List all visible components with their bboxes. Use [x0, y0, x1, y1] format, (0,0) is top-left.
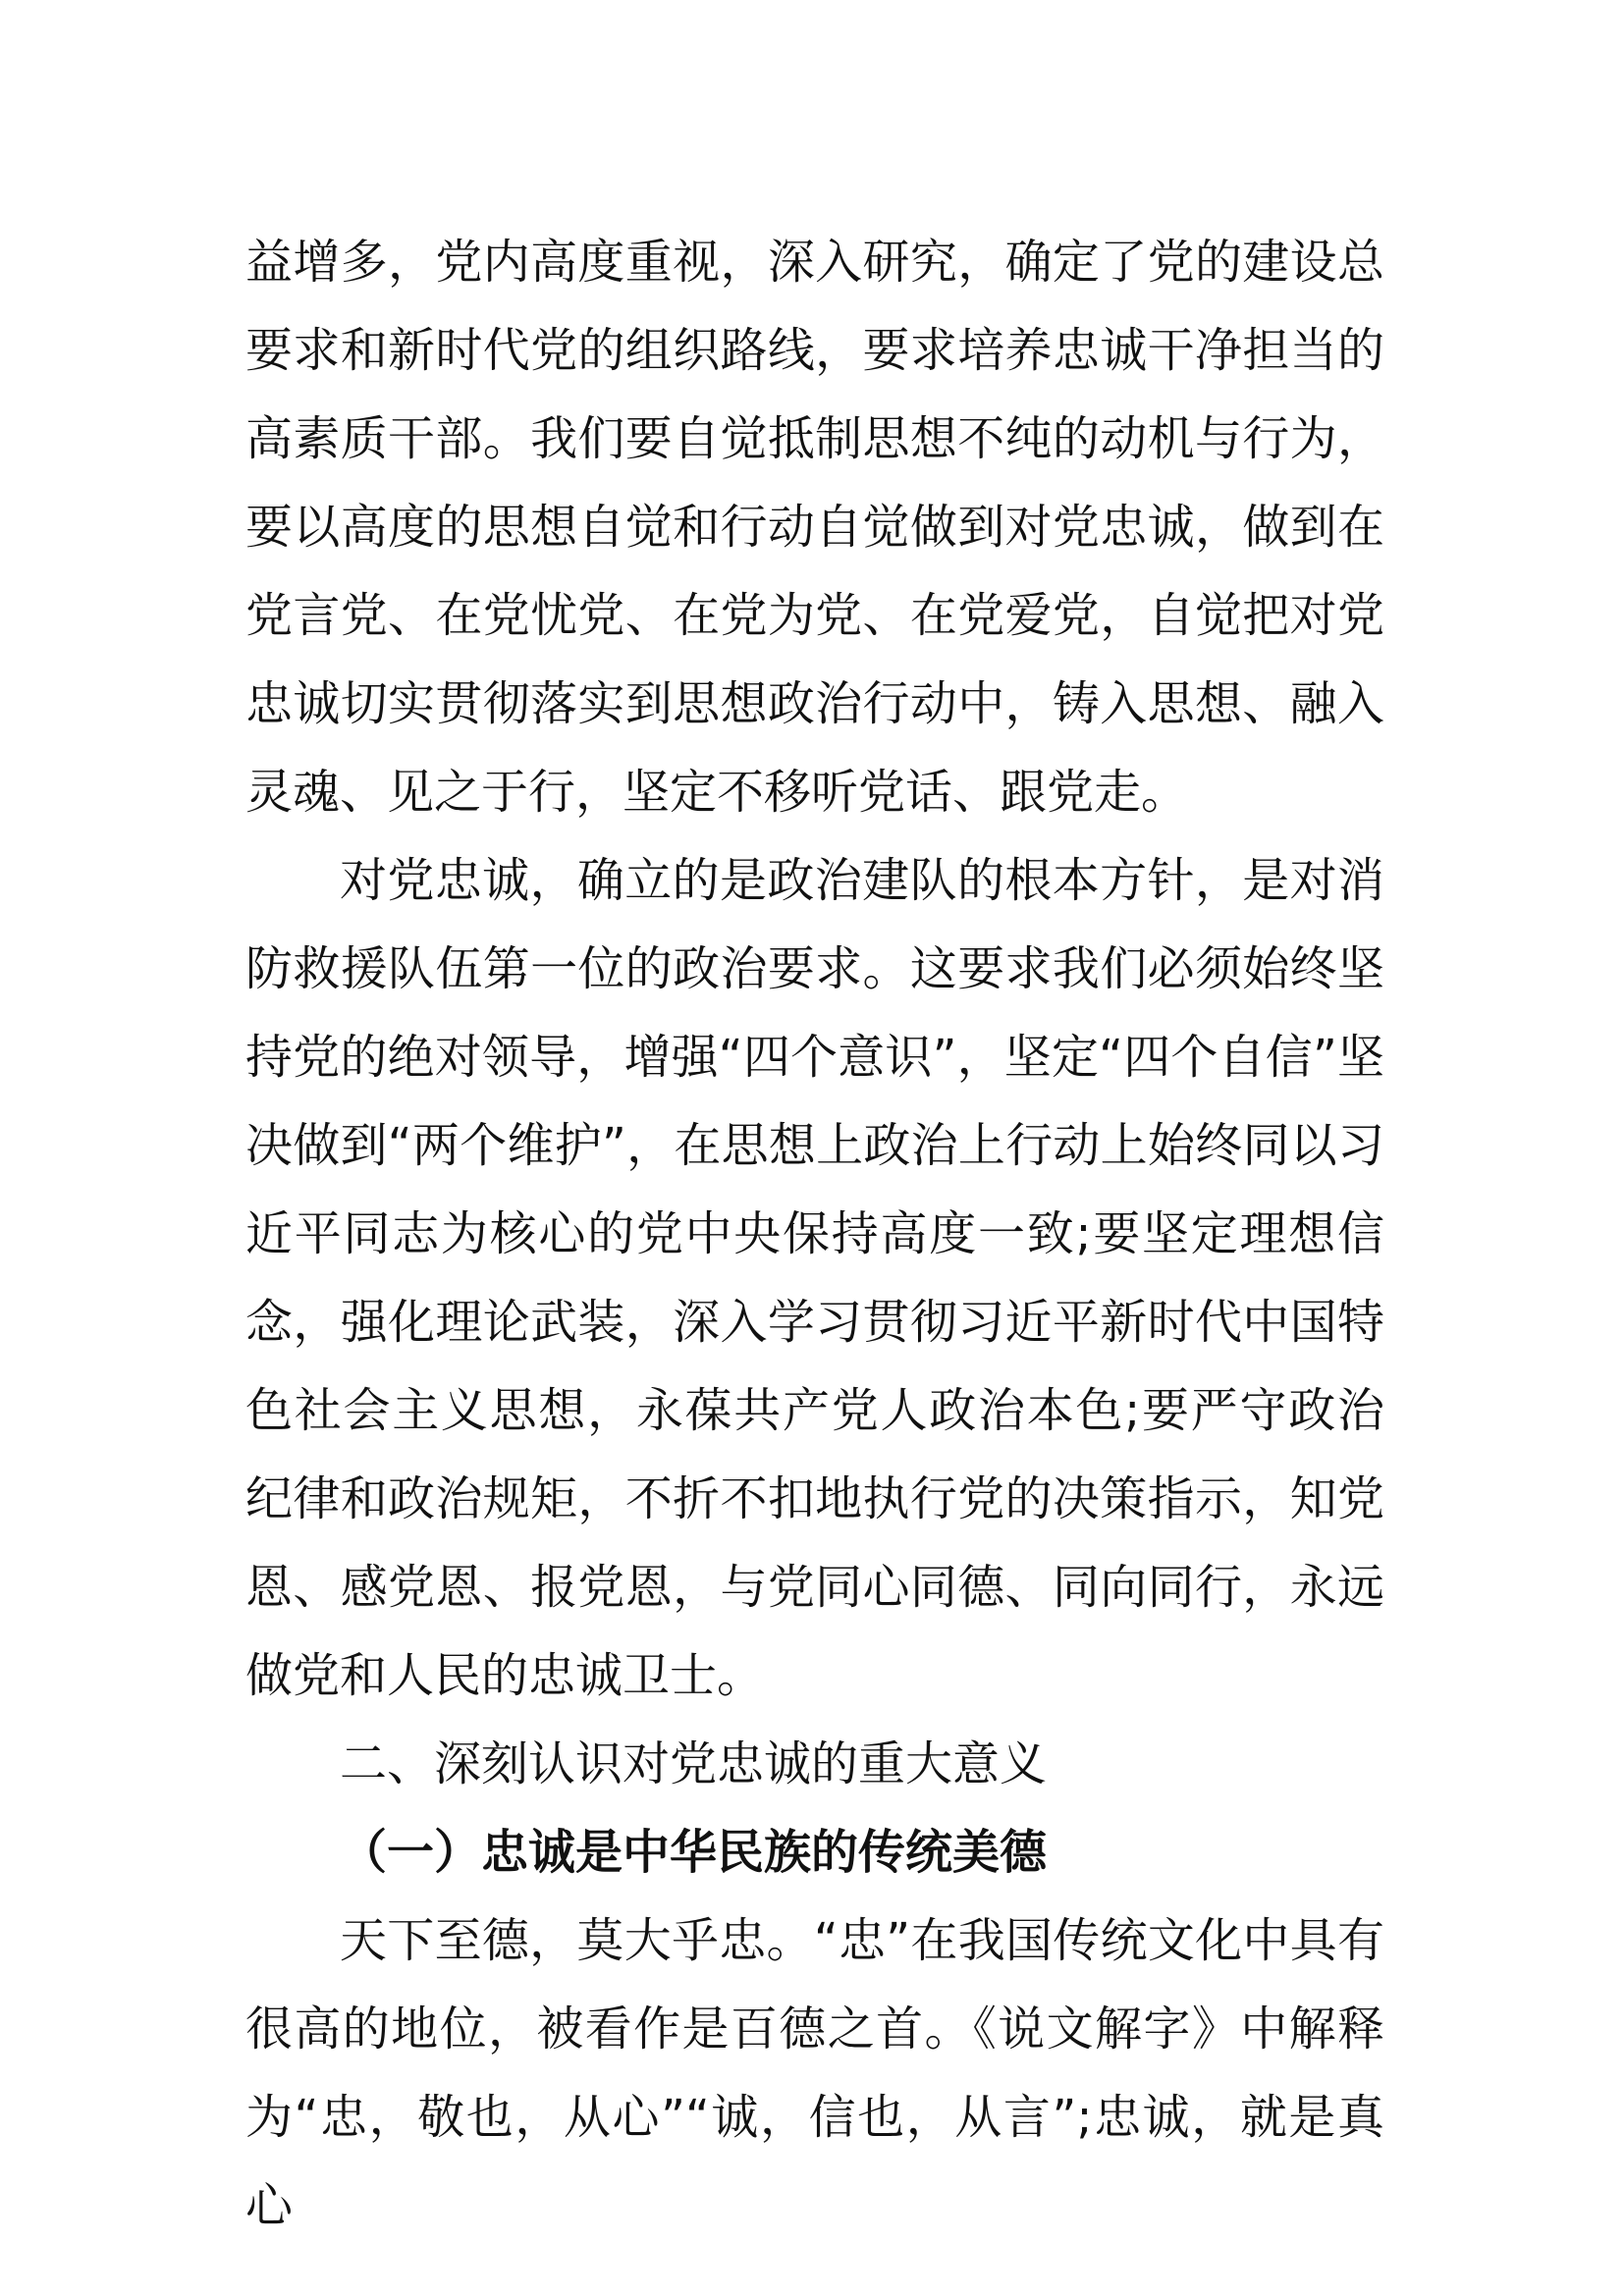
sub-heading: （一）忠诚是中华民族的传统美德 — [340, 1825, 1048, 1880]
section-heading: 二、深刻认识对党忠诚的重大意义 — [340, 1736, 1048, 1791]
paragraph-political-requirement: 对党忠诚，确立的是政治建队的根本方针，是对消防救援队伍第一位的政治要求。这要求我们必须始终坚持党的绝对领导，增强“四个意识”，坚定“四个自信”坚决做到“两个维护”，在思想上政治上行动上始终同以习近平同志为核心的党中央保持高度一致;要坚定理想信念，强化理论武装，深入学习贯彻习近平新时代中国特色社会主义思想，永葆共产党人政治本色;要严守政治纪律和政治规矩，不折不扣地执行党的决策指示，知党恩、感党恩、报党恩，与党同心同德、同向同行，永远做党和人民的忠诚卫士。 — [245, 853, 1384, 1703]
paragraph-continuation: 益增多，党内高度重视，深入研究，确定了党的建设总要求和新时代党的组织路线，要求培养忠诚干净担当的高素质干部。我们要自觉抵制思想不纯的动机与行为，要以高度的思想自觉和行动自觉做到对党忠诚，做到在党言党、在党忧党、在党为党、在党爱党，自觉把对党忠诚切实贯彻落实到思想政治行动中，铸入思想、融入灵魂、见之于行，坚定不移听党话、跟党走。 — [245, 235, 1384, 820]
paragraph-loyalty-virtue: 天下至德，莫大乎忠。“忠”在我国传统文化中具有很高的地位，被看作是百德之首。《说文解字》中解释为“忠，敬也，从心”“诚，信也，从言”;忠诚，就是真心 — [245, 1913, 1384, 2233]
document-body — [245, 218, 1384, 2250]
